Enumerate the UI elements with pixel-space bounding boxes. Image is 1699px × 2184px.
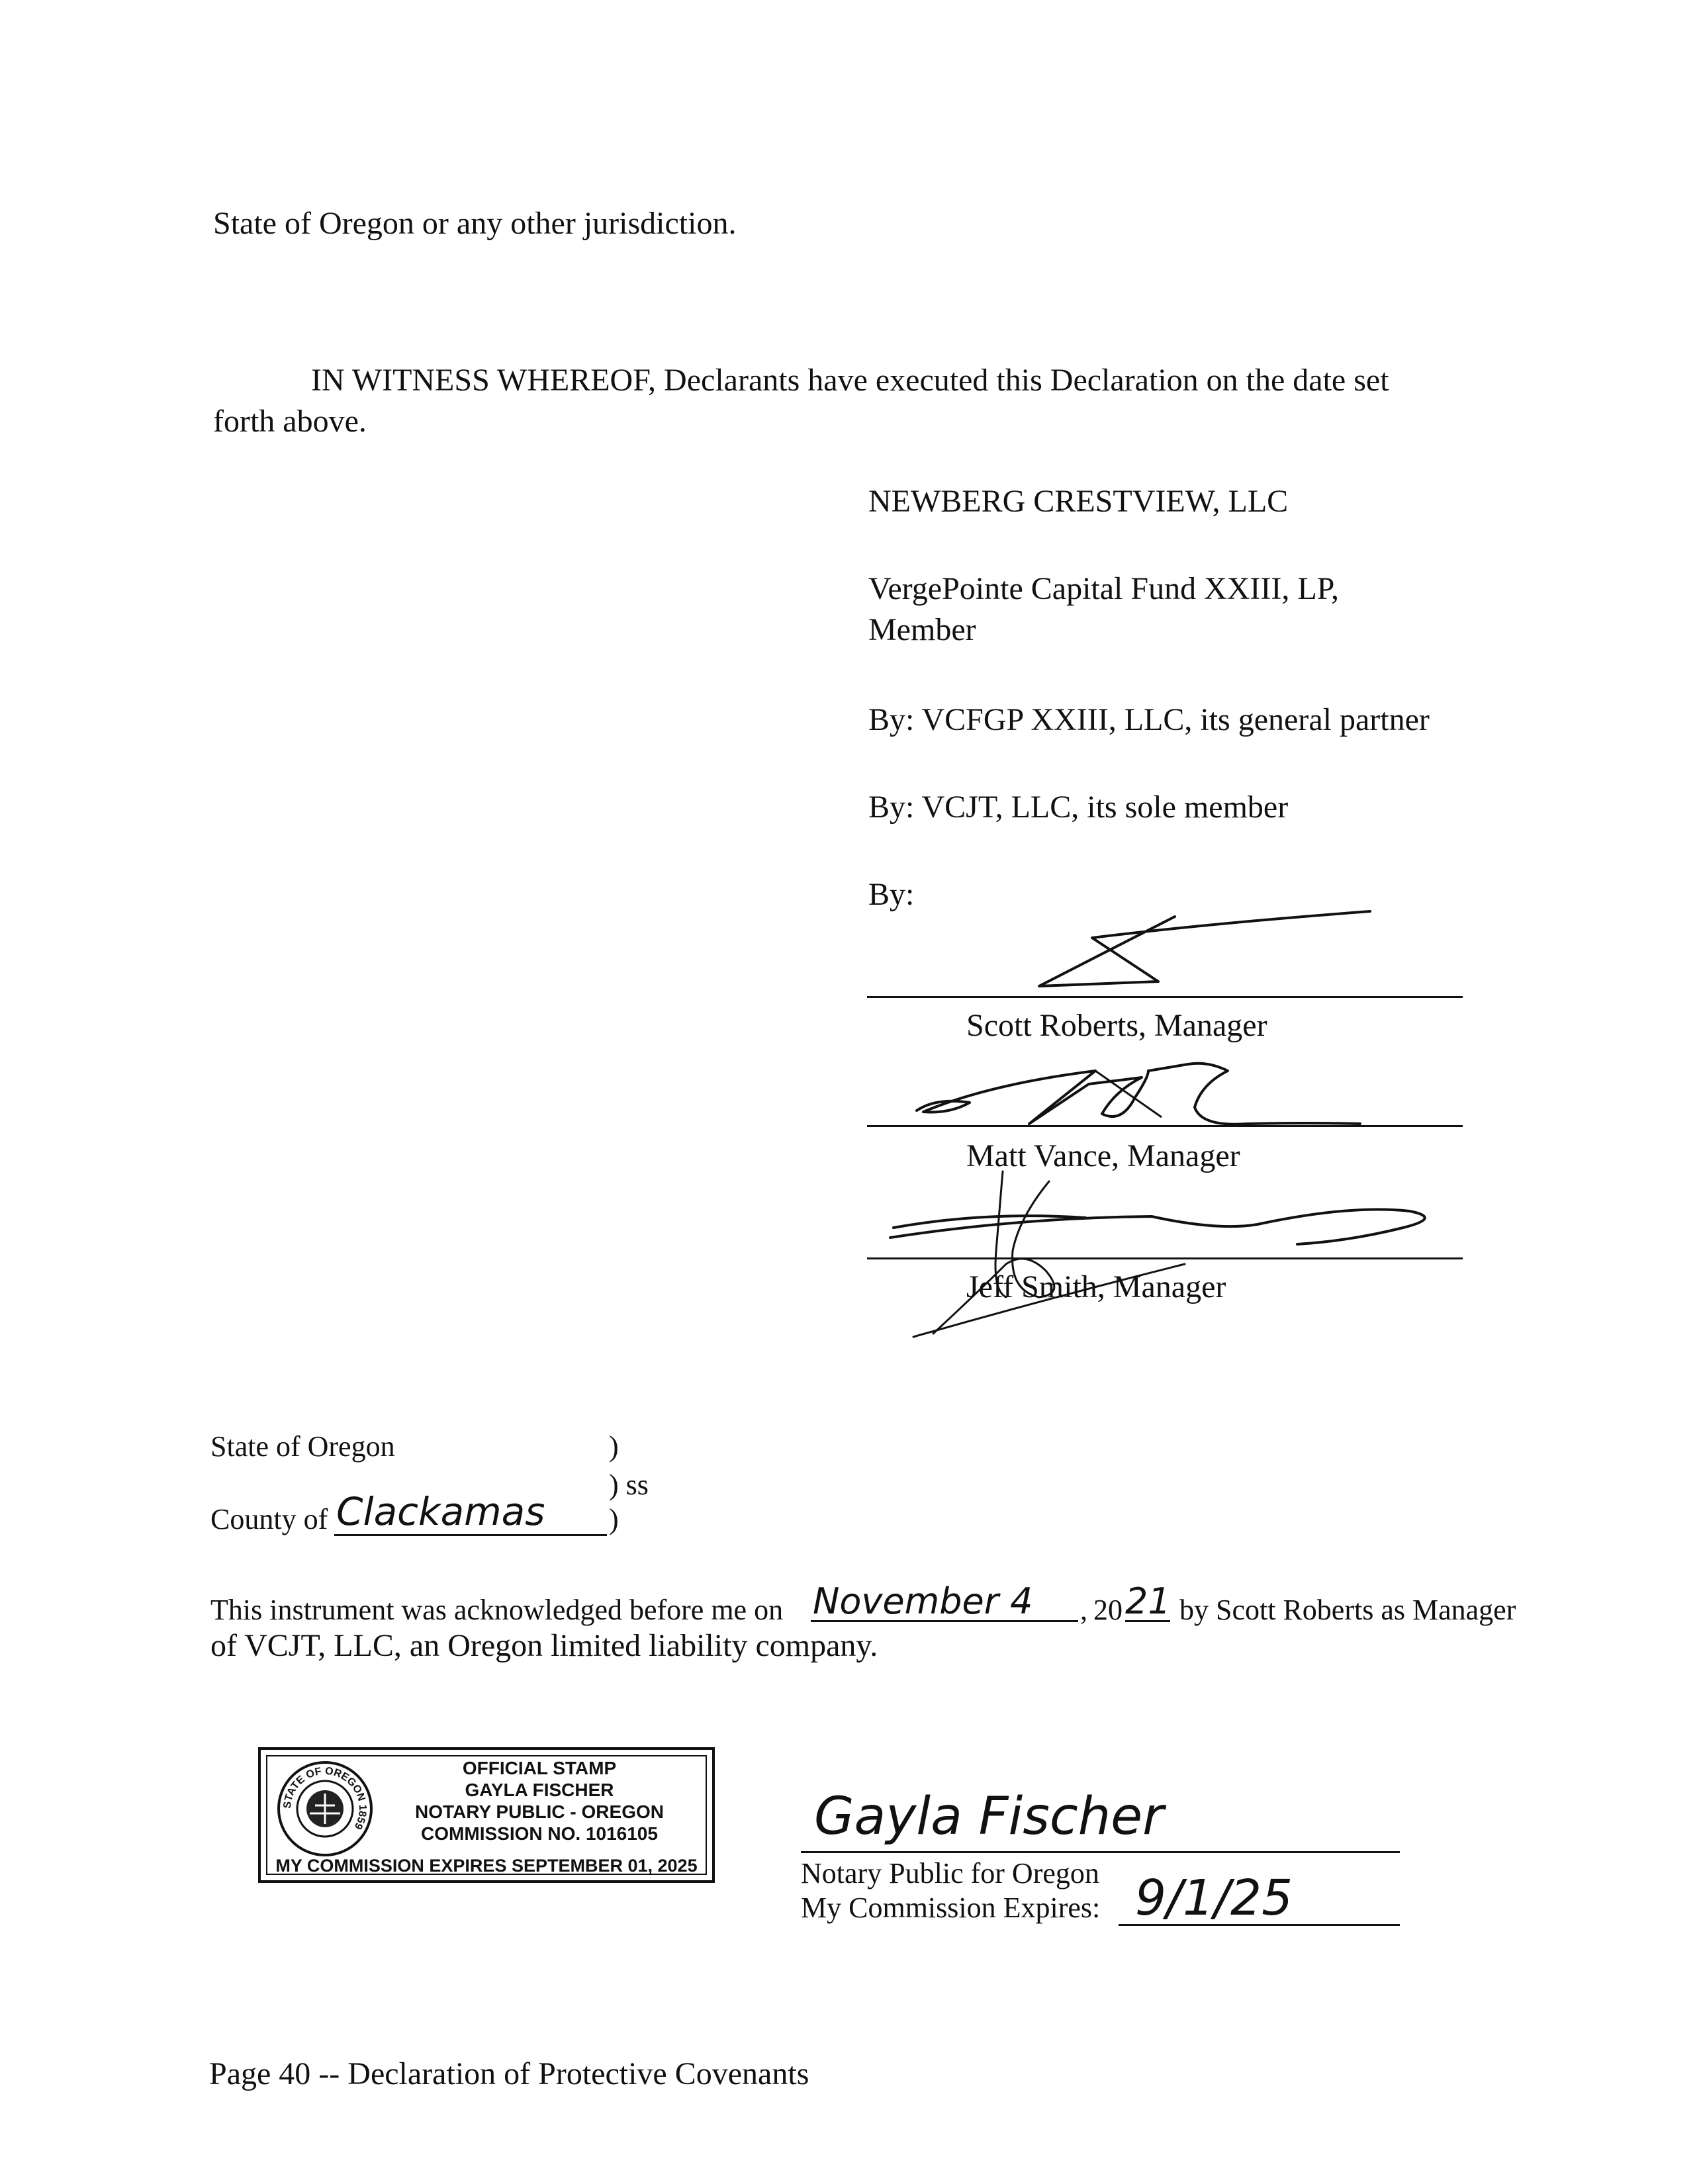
stamp-title: OFFICIAL STAMP bbox=[462, 1758, 617, 1778]
county-underline bbox=[334, 1534, 607, 1536]
notary-signature-line bbox=[801, 1851, 1400, 1853]
ack-text-line2: of VCJT, LLC, an Oregon limited liability company. bbox=[210, 1628, 878, 1663]
member-line2: Member bbox=[868, 612, 976, 647]
county-handwritten: Clackamas bbox=[336, 1489, 545, 1534]
venue-ss: ) ss bbox=[609, 1469, 649, 1501]
by-sole-member: By: VCJT, LLC, its sole member bbox=[868, 790, 1289, 825]
venue-paren-3: ) bbox=[609, 1503, 619, 1535]
by-general-partner: By: VCFGP XXIII, LLC, its general partner bbox=[868, 702, 1430, 737]
witness-paragraph-line2: forth above. bbox=[213, 404, 367, 439]
signer-scott-roberts: Scott Roberts, Manager bbox=[966, 1008, 1267, 1043]
signature-matt-vance bbox=[897, 1051, 1373, 1137]
notary-title: Notary Public for Oregon bbox=[801, 1857, 1099, 1889]
ack-year-handwritten: 21 bbox=[1125, 1580, 1171, 1622]
signature-line-1 bbox=[867, 996, 1463, 998]
ack-year-underline bbox=[1125, 1620, 1170, 1622]
ack-year-prefix: 20 bbox=[1093, 1594, 1123, 1626]
member-line1: VergePointe Capital Fund XXIII, LP, bbox=[868, 571, 1340, 606]
notary-official-stamp bbox=[258, 1747, 715, 1883]
ack-text-part1: This instrument was acknowledged before me on bbox=[210, 1594, 784, 1626]
venue-state: State of Oregon bbox=[210, 1430, 395, 1463]
commission-expires-handwritten: 9/1/25 bbox=[1135, 1870, 1293, 1927]
by-label: By: bbox=[868, 877, 915, 912]
stamp-notary-name: GAYLA FISCHER bbox=[465, 1780, 614, 1800]
signature-line-3 bbox=[867, 1257, 1463, 1259]
commission-expires-line bbox=[1119, 1924, 1400, 1926]
ack-comma: , bbox=[1080, 1594, 1087, 1626]
witness-paragraph-line1: IN WITNESS WHEREOF, Declarants have executed this Declaration on the date set bbox=[311, 363, 1389, 398]
signature-scott-roberts bbox=[1013, 903, 1383, 996]
seal-ring-text: STATE OF OREGON 1859 bbox=[281, 1765, 369, 1831]
stamp-commission-no: COMMISSION NO. 1016105 bbox=[421, 1823, 658, 1844]
ack-date-underline bbox=[811, 1620, 1078, 1622]
signer-matt-vance: Matt Vance, Manager bbox=[966, 1138, 1240, 1173]
stamp-expiration: MY COMMISSION EXPIRES SEPTEMBER 01, 2025 bbox=[275, 1856, 698, 1876]
commission-expires-label: My Commission Expires: bbox=[801, 1891, 1101, 1924]
venue-county-label: County of bbox=[210, 1503, 328, 1535]
ack-date-handwritten: November 4 bbox=[813, 1580, 1033, 1622]
signer-jeff-smith: Jeff Smith, Manager bbox=[966, 1269, 1226, 1304]
venue-paren-1: ) bbox=[609, 1430, 619, 1463]
signature-line-2 bbox=[867, 1125, 1463, 1127]
notary-signature-handwritten: Gayla Fischer bbox=[814, 1787, 1164, 1846]
entity-name: NEWBERG CRESTVIEW, LLC bbox=[868, 484, 1289, 519]
oregon-seal-icon bbox=[275, 1759, 375, 1858]
page-footer: Page 40 -- Declaration of Protective Covenants bbox=[209, 2056, 809, 2091]
carry-over-text: State of Oregon or any other jurisdiction. bbox=[213, 206, 737, 241]
stamp-notary-public: NOTARY PUBLIC - OREGON bbox=[415, 1801, 664, 1822]
ack-text-part2: by Scott Roberts as Manager bbox=[1179, 1594, 1516, 1626]
